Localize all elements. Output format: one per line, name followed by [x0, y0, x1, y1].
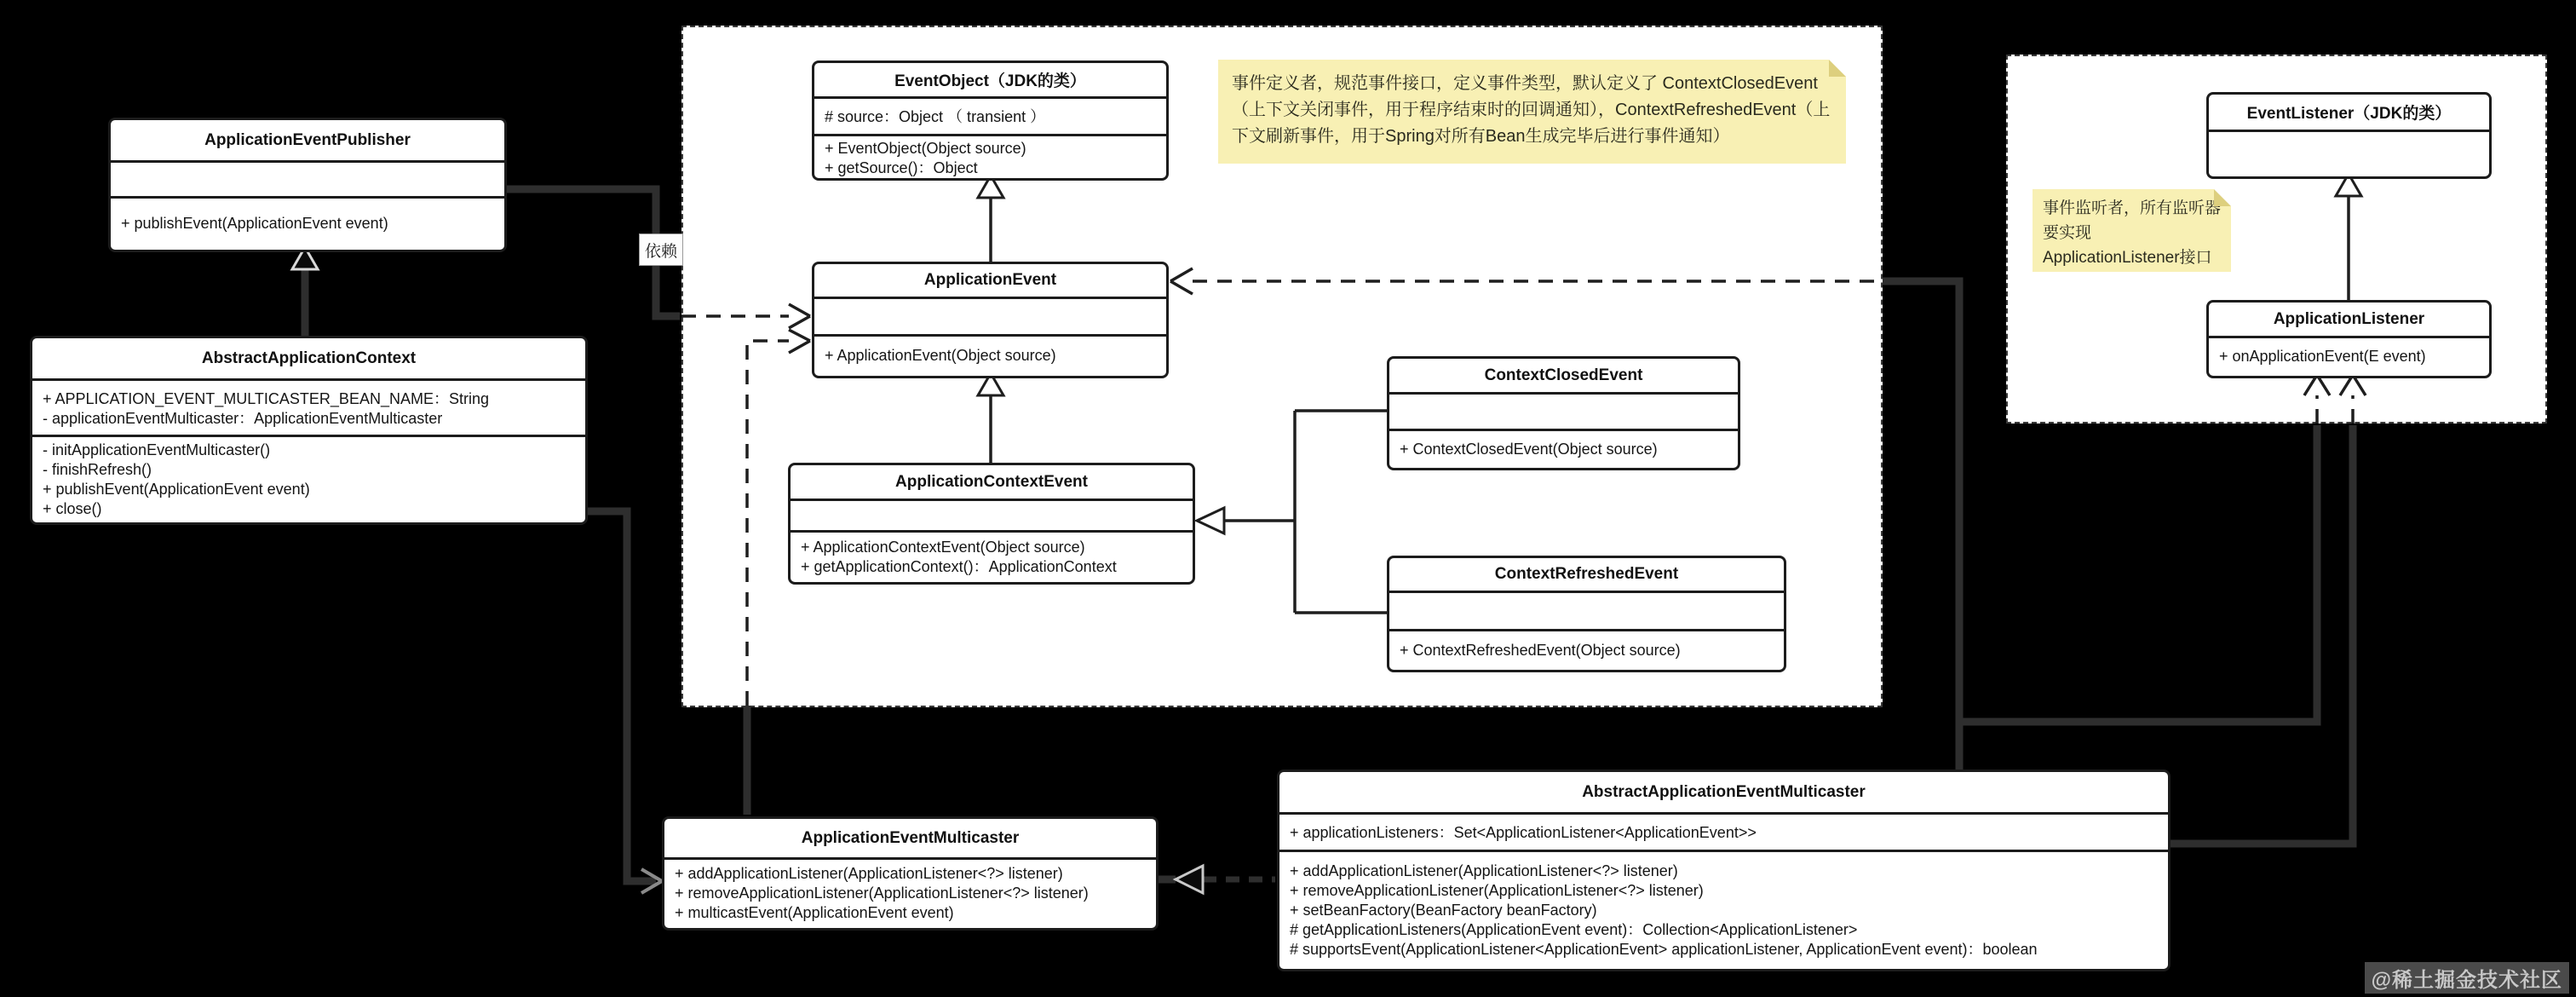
note-event-listener [2033, 189, 2231, 272]
class-member: # supportsEvent(ApplicationListener<ApplicationEvent> applicationListener, ApplicationEvent event)：boolean [1290, 941, 2038, 958]
class-member: - finishRefresh() [43, 461, 152, 478]
class-title: EventListener（JDK的类） [2209, 95, 2489, 132]
note-text: 事件定义者，规范事件接口，定义事件类型，默认定义了 ContextClosedEvent（上下文关闭事件，用于程序结束时的回调通知），ContextRefreshedEvent（上下文刷新事件，用于Spring对所有Bean生成完毕后进行事件通知） [1232, 74, 1831, 146]
class-title: ContextRefreshedEvent [1389, 558, 1784, 593]
class-context-refreshed-event [1387, 556, 1786, 672]
abstractmulticaster-listener-route-a [1959, 425, 2317, 722]
class-event-object [812, 61, 1169, 181]
class-member: + setBeanFactory(BeanFactory beanFactory) [1290, 902, 1597, 919]
class-compartment [111, 163, 504, 199]
class-compartment [2209, 132, 2489, 176]
class-member: + ApplicationContextEvent(Object source) [801, 539, 1085, 556]
class-compartment [1389, 395, 1738, 431]
class-member: + ContextClosedEvent(Object source) [1400, 441, 1658, 458]
class-member: - applicationEventMulticaster：ApplicationEventMulticaster [43, 410, 443, 427]
class-member: + publishEvent(ApplicationEvent event) [121, 215, 388, 232]
class-abstract-application-event-multicaster [1277, 769, 2171, 971]
class-application-context-event [788, 463, 1195, 585]
class-context-closed-event [1387, 356, 1740, 470]
class-member: + ApplicationEvent(Object source) [825, 347, 1056, 364]
class-abstract-application-context [30, 336, 588, 525]
class-member: + onApplicationEvent(E event) [2219, 348, 2426, 365]
class-title: ApplicationEventPublisher [111, 120, 504, 163]
class-compartment [32, 381, 585, 437]
class-member: + removeApplicationListener(ApplicationListener<?> listener) [675, 885, 1089, 902]
class-application-listener [2206, 300, 2492, 378]
dependency-edge-label: 依赖 [639, 233, 683, 266]
class-member: - initApplicationEventMulticaster() [43, 441, 271, 458]
class-compartment [1279, 852, 2168, 969]
context-multicaster-route [586, 511, 656, 881]
class-member: + publishEvent(ApplicationEvent event) [43, 481, 310, 498]
class-title: ApplicationListener [2209, 303, 2489, 338]
note-text: 事件监听者，所有监听器要实现ApplicationListener接口 [2043, 199, 2222, 267]
class-member: + EventObject(Object source) [825, 140, 1026, 157]
class-title: AbstractApplicationContext [32, 338, 585, 381]
class-member: + addApplicationListener(ApplicationListener<?> listener) [1290, 862, 1678, 879]
class-application-event [812, 262, 1169, 378]
class-compartment [791, 501, 1193, 533]
class-compartment [814, 299, 1166, 337]
class-member: # getApplicationListeners(ApplicationEvent event)：Collection<ApplicationListener> [1290, 921, 1858, 938]
class-compartment [1389, 431, 1738, 468]
class-member: + getApplicationContext()：ApplicationContext [801, 558, 1117, 575]
class-compartment [814, 136, 1166, 178]
realization-arrow-multicaster-icon [1176, 866, 1203, 893]
class-member: + close() [43, 500, 102, 517]
class-compartment [1389, 631, 1784, 670]
class-title: ApplicationContextEvent [791, 465, 1193, 501]
class-compartment [814, 337, 1166, 376]
class-compartment [2209, 338, 2489, 376]
class-member: + APPLICATION_EVENT_MULTICASTER_BEAN_NAME：String [43, 390, 489, 407]
class-member: + removeApplicationListener(ApplicationListener<?> listener) [1290, 882, 1704, 899]
class-compartment [111, 199, 504, 250]
class-compartment [664, 860, 1156, 928]
multicaster-listener-route-b [2171, 425, 2353, 844]
class-title: EventObject（JDK的类） [814, 63, 1166, 99]
class-member: + multicastEvent(ApplicationEvent event) [675, 904, 954, 921]
note-event-definition [1218, 60, 1846, 164]
class-application-event-multicaster [662, 816, 1159, 931]
class-member: + getSource()：Object [825, 159, 978, 176]
class-event-listener [2206, 92, 2492, 179]
class-application-event-publisher [108, 118, 507, 252]
class-member: + ContextRefreshedEvent(Object source) [1400, 642, 1681, 659]
class-title: AbstractApplicationEventMulticaster [1279, 772, 2168, 815]
class-title: ApplicationEvent [814, 264, 1166, 299]
class-title: ApplicationEventMulticaster [664, 819, 1156, 860]
class-compartment [791, 533, 1193, 582]
class-compartment [32, 437, 585, 522]
class-member: + addApplicationListener(ApplicationListener<?> listener) [675, 865, 1063, 882]
class-member: # source：Object （ transient ） [825, 108, 1046, 125]
class-compartment [1279, 815, 2168, 852]
class-compartment [814, 99, 1166, 136]
dependency-arrow-multicaster-icon [641, 869, 662, 893]
watermark: @稀土掘金技术社区 [2365, 962, 2569, 994]
class-compartment [1389, 593, 1784, 631]
class-member: + applicationListeners：Set<ApplicationListener<ApplicationEvent>> [1290, 824, 1757, 841]
abstractmulticaster-event-route [1883, 281, 1959, 771]
class-title: ContextClosedEvent [1389, 359, 1738, 395]
